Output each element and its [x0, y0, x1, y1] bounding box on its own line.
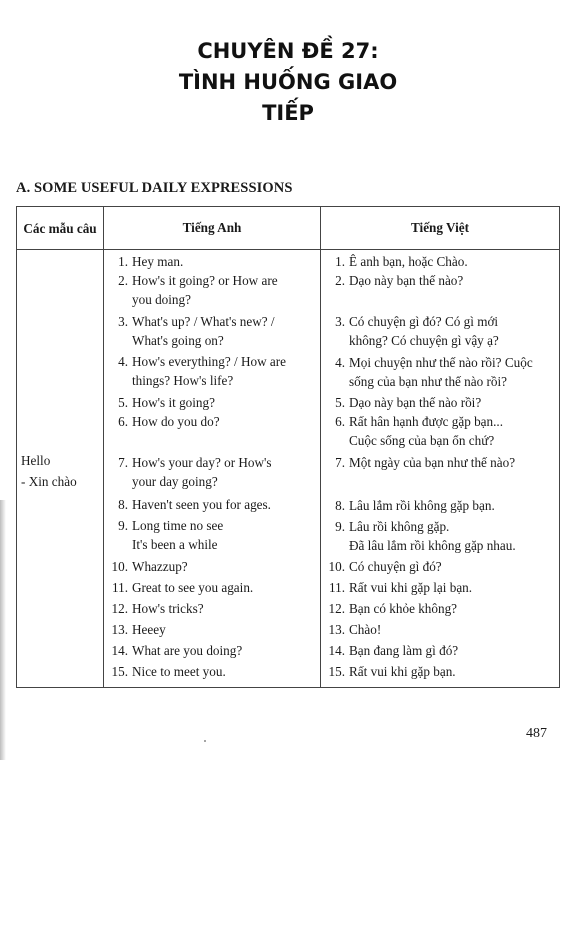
item-text: Long time no see [132, 518, 224, 533]
list-item [321, 271, 559, 290]
list-item [321, 353, 559, 392]
item-text: you doing? [132, 292, 191, 307]
item-text: Dạo này bạn thế nào? [349, 273, 464, 288]
list-item [104, 557, 320, 576]
item-number: 3. [118, 313, 128, 329]
vietnamese-list [321, 250, 560, 688]
english-list [104, 250, 321, 688]
item-text: Có chuyện gì đó? [349, 559, 442, 574]
item-number: 2. [335, 273, 345, 288]
item-text: không? Có chuyện gì vậy ạ? [349, 333, 499, 348]
title-line: TIẾP [262, 101, 314, 125]
item-number: 11. [329, 580, 345, 595]
item-text: sống của bạn như thế nào rồi? [349, 373, 508, 389]
item-number: 6. [335, 414, 345, 429]
list-item [321, 599, 559, 618]
table-header-row [17, 207, 560, 250]
item-number: 10. [111, 558, 128, 574]
item-text: Bạn đang làm gì đó? [349, 643, 459, 658]
list-item [321, 578, 559, 597]
item-text: Lâu rồi không gặp. [349, 518, 450, 534]
item-number: 8. [335, 497, 345, 513]
item-number: 7. [118, 454, 128, 470]
scan-shadow [0, 500, 6, 760]
list-item [104, 620, 320, 639]
item-text: Bạn có khỏe không? [349, 601, 458, 616]
list-item [321, 312, 559, 351]
list-item [104, 252, 320, 271]
list-item [104, 641, 320, 660]
item-text: What's up? / What's new? / [132, 313, 275, 329]
list-item [104, 495, 320, 514]
list-item [321, 496, 559, 515]
item-text: Great to see you again. [132, 579, 254, 595]
item-text: Có chuyện gì đó? Có gì mới [349, 314, 499, 329]
title-line: CHUYÊN ĐỀ 27: [197, 39, 379, 63]
item-text: your day going? [132, 473, 218, 489]
list-item [321, 393, 559, 412]
item-number: 2. [118, 273, 128, 288]
list-item [104, 312, 320, 351]
document-title [0, 36, 576, 129]
item-text: It's been a while [132, 537, 218, 552]
item-text: Nice to meet you. [132, 663, 226, 679]
list-item [104, 271, 320, 310]
list-item [321, 620, 559, 639]
item-text: How's your day? or How's [132, 454, 272, 470]
page-number: 487 [526, 726, 547, 741]
item-text: Đã lâu lắm rồi không gặp nhau. [349, 537, 516, 553]
title-line: TÌNH HUỐNG GIAO [178, 70, 398, 94]
item-number: 5. [118, 394, 128, 410]
table-row [17, 250, 560, 688]
item-text: How's it going? or How are [132, 273, 278, 288]
list-item [321, 453, 559, 472]
item-number: 4. [335, 354, 345, 370]
item-number: 11. [112, 579, 128, 595]
item-text: Ê anh bạn, hoặc Chào. [349, 254, 468, 269]
list-item [321, 252, 559, 271]
item-number: 1. [118, 254, 128, 269]
list-item [321, 662, 559, 681]
item-number: 15. [111, 663, 128, 679]
category-cell [17, 250, 104, 688]
list-item [104, 578, 320, 597]
expressions-table [16, 206, 560, 688]
item-number: 9. [118, 518, 128, 533]
item-text: How's tricks? [132, 600, 204, 616]
item-number: 14. [111, 642, 128, 658]
item-text: Heeey [132, 621, 166, 637]
item-text: things? How's life? [132, 373, 234, 388]
list-item [104, 662, 320, 681]
header-patterns: Các mẫu câu [17, 207, 104, 250]
item-text: Một ngày của bạn như thế nào? [349, 454, 516, 470]
list-item [321, 517, 559, 556]
item-number: 13. [328, 622, 345, 637]
header-vietnamese: Tiếng Việt [321, 207, 560, 250]
item-text: How's everything? / How are [132, 354, 286, 369]
item-text: Lâu lắm rồi không gặp bạn. [349, 497, 495, 513]
item-number: 7. [335, 454, 345, 470]
item-number: 6. [118, 413, 128, 429]
item-text: How do you do? [132, 413, 220, 429]
list-item [321, 557, 559, 576]
item-number: 5. [335, 395, 345, 410]
item-number: 4. [118, 354, 128, 369]
list-item [104, 453, 320, 492]
scan-speck [204, 740, 206, 742]
header-english: Tiếng Anh [104, 207, 321, 250]
item-text: Rất vui khi gặp bạn. [349, 664, 456, 679]
item-text: Mọi chuyện như thế nào rồi? Cuộc [349, 354, 533, 370]
scanned-page [0, 170, 576, 760]
item-text: Cuộc sống của bạn ổn chứ? [349, 433, 495, 448]
item-text: How's it going? [132, 394, 215, 410]
item-text: What are you doing? [132, 642, 243, 658]
list-item [104, 599, 320, 618]
item-number: 14. [328, 643, 345, 658]
item-text: Haven't seen you for ages. [132, 497, 271, 512]
item-number: 10. [328, 559, 345, 574]
item-number: 3. [335, 314, 345, 329]
list-item [321, 641, 559, 660]
item-text: Dạo này bạn thế nào rồi? [349, 395, 482, 410]
category-label: - Xin chào [21, 474, 77, 489]
list-item [104, 516, 320, 555]
list-item [104, 352, 320, 391]
category-label: Hello [21, 453, 51, 468]
list-item [104, 393, 320, 412]
item-number: 15. [328, 664, 345, 679]
item-text: Chào! [349, 622, 382, 637]
section-heading: A. SOME USEFUL DAILY EXPRESSIONS [16, 180, 293, 196]
item-number: 12. [328, 601, 345, 616]
item-number: 9. [335, 518, 345, 534]
item-text: What's going on? [132, 332, 224, 348]
item-number: 8. [118, 497, 128, 512]
list-item [104, 412, 320, 431]
item-text: Hey man. [132, 254, 184, 269]
item-text: Rất hân hạnh được gặp bạn... [349, 414, 504, 429]
list-item [321, 412, 559, 451]
item-number: 13. [111, 621, 128, 637]
item-text: Whazzup? [132, 558, 188, 574]
item-number: 12. [111, 600, 128, 616]
item-number: 1. [335, 254, 345, 269]
item-text: Rất vui khi gặp lại bạn. [349, 580, 473, 595]
